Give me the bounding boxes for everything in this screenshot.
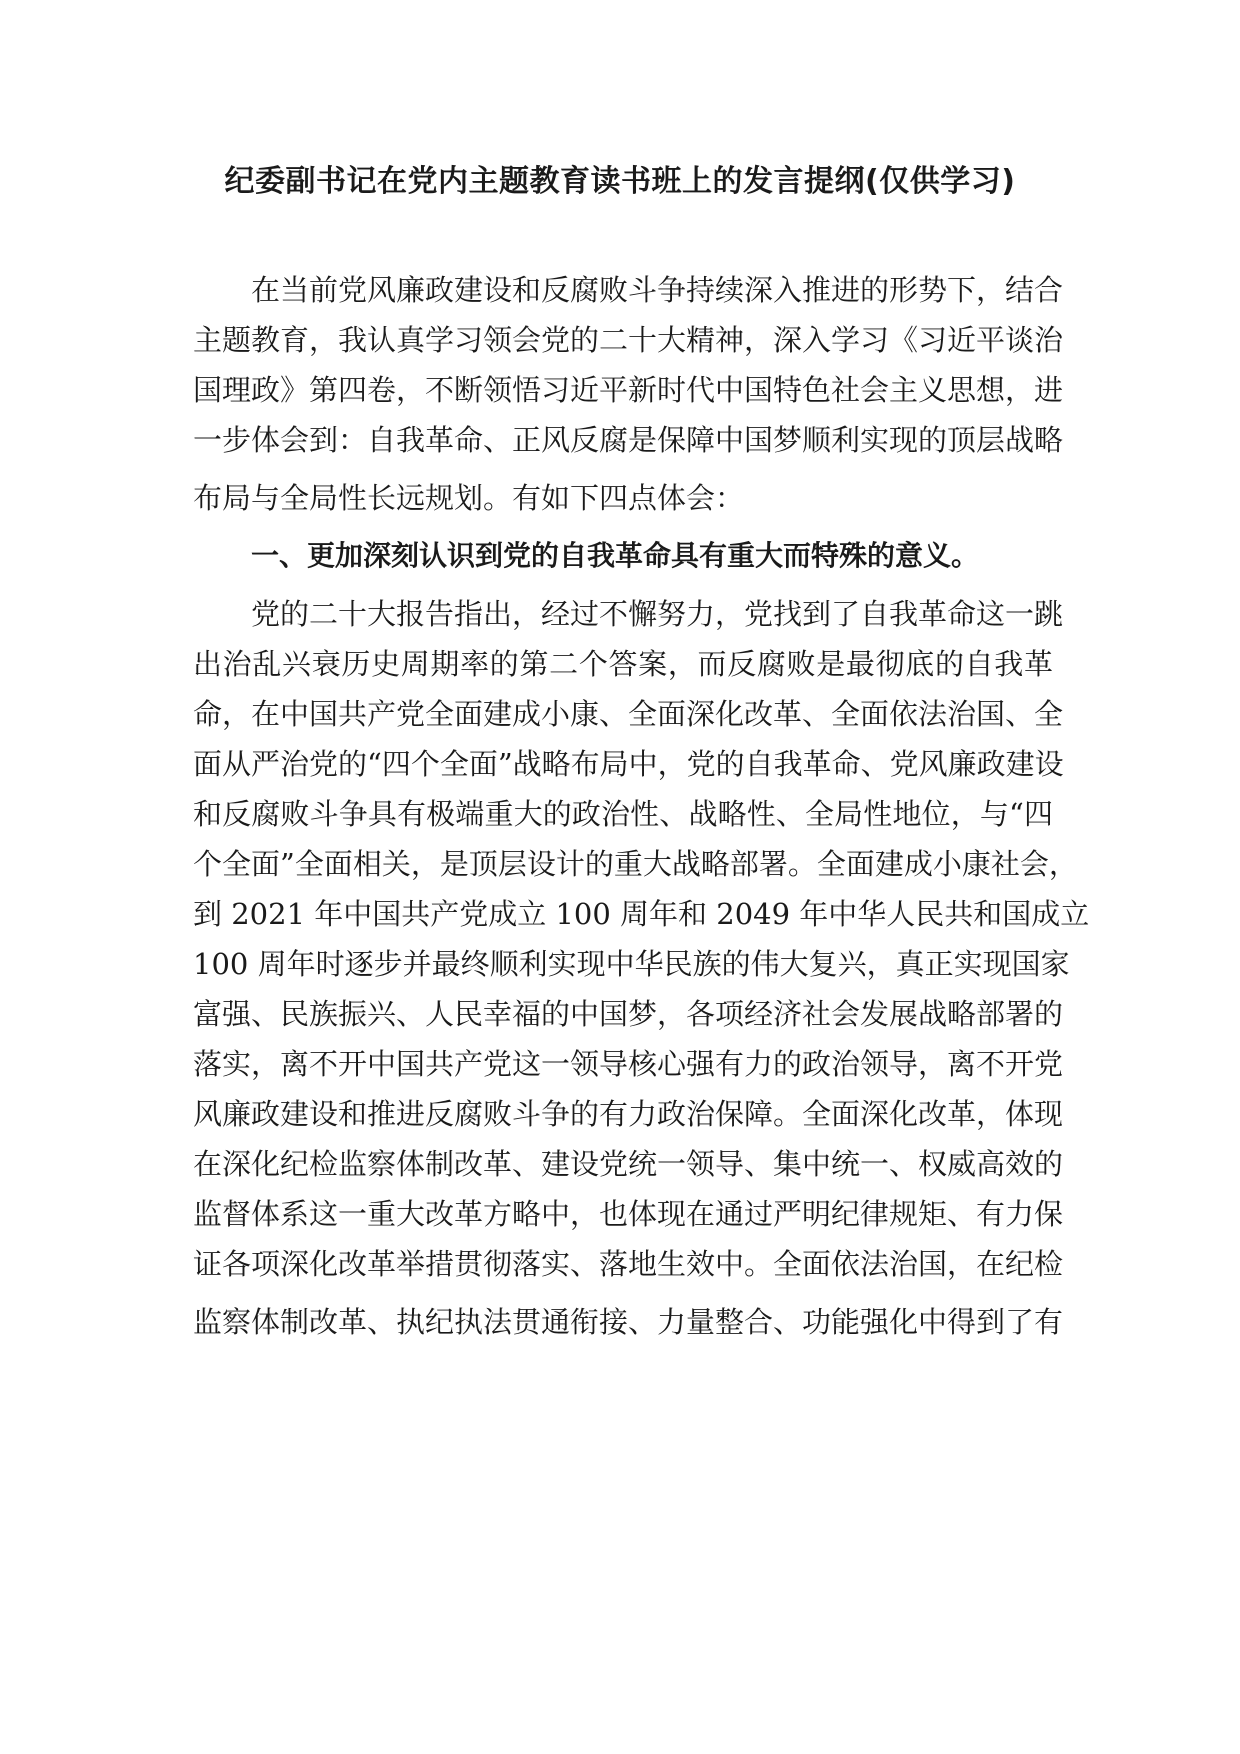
section-1-line-14: 证各项深化改革举措贯彻落实、落地生效中。全面依法治国，在纪检 [193,1247,1064,1281]
section-1-line-2: 出治乱兴衰历史周期率的第二个答案，而反腐败是最彻底的自我革 [193,647,1053,681]
document-title: 纪委副书记在党内主题教育读书班上的发言提纲(仅供学习) [224,164,1016,199]
intro-line-3: 国理政》第四卷，不断领悟习近平新时代中国特色社会主义思想，进 [193,373,1064,407]
section-1-line-3: 命，在中国共产党全面建成小康、全面深化改革、全面依法治国、全 [193,697,1064,731]
section-1-heading: 一、更加深刻认识到党的自我革命具有重大而特殊的意义。 [251,539,980,572]
intro-line-4: 一步体会到：自我革命、正风反腐是保障中国梦顺利实现的顶层战略 [193,423,1064,457]
section-1-line-10: 落实，离不开中国共产党这一领导核心强有力的政治领导，离不开党 [193,1047,1064,1081]
section-1-line-4: 面从严治党的“四个全面”战略布局中，党的自我革命、党风廉政建设 [193,747,1064,781]
section-1-line-1: 党的二十大报告指出，经过不懈努力，党找到了自我革命这一跳 [251,597,1064,631]
section-1-line-13: 监督体系这一重大改革方略中，也体现在通过严明纪律规矩、有力保 [193,1197,1064,1231]
section-1-line-5: 和反腐败斗争具有极端重大的政治性、战略性、全局性地位，与“四 [193,797,1053,831]
intro-line-5: 布局与全局性长远规划。有如下四点体会： [193,481,745,515]
section-1-line-11: 风廉政建设和推进反腐败斗争的有力政治保障。全面深化改革，体现 [193,1097,1064,1131]
intro-line-1: 在当前党风廉政建设和反腐败斗争持续深入推进的形势下，结合 [251,273,1064,307]
section-1-line-8: 100 周年时逐步并最终顺利实现中华民族的伟大复兴，真正实现国家 [193,947,1070,981]
intro-line-2: 主题教育，我认真学习领会党的二十大精神，深入学习《习近平谈治 [193,323,1064,357]
section-1-line-7: 到 2021 年中国共产党成立 100 周年和 2049 年中华人民共和国成立 [193,897,1090,931]
section-1-line-15: 监察体制改革、执纪执法贯通衔接、力量整合、功能强化中得到了有 [193,1305,1064,1339]
section-1-line-6: 个全面”全面相关，是顶层设计的重大战略部署。全面建成小康社会， [193,847,1078,881]
section-1-line-9: 富强、民族振兴、人民幸福的中国梦，各项经济社会发展战略部署的 [193,997,1064,1031]
section-1-line-12: 在深化纪检监察体制改革、建设党统一领导、集中统一、权威高效的 [193,1147,1064,1181]
